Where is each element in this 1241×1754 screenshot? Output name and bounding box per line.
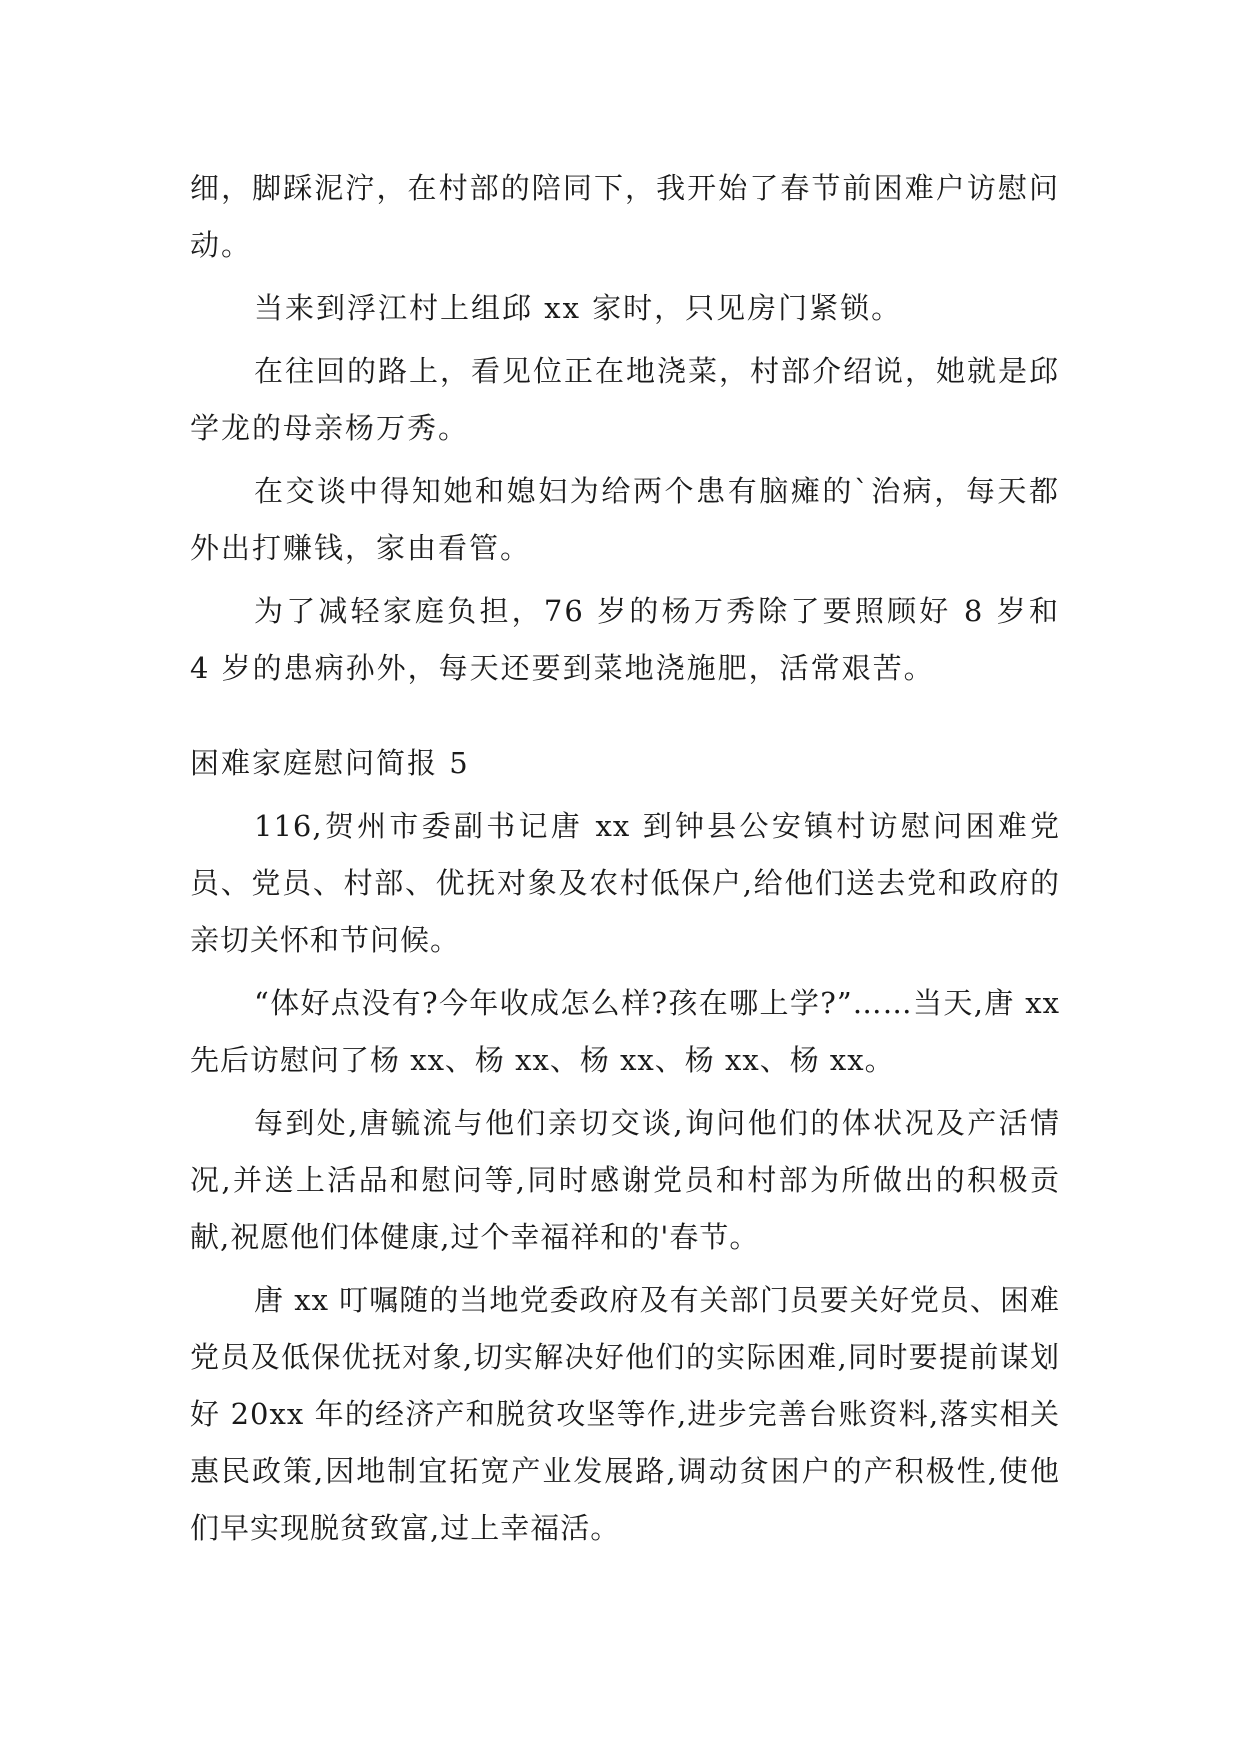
paragraph: 每到处,唐毓流与他们亲切交谈,询问他们的体状况及产活情况,并送上活品和慰问等,同时感谢党员和村部为所做出的积极贡献,祝愿他们体健康,过个幸福祥和的'春节。: [190, 1106, 1060, 1254]
document-content: [190, 160, 1060, 1563]
paragraph: 细，脚踩泥泞，在村部的陪同下，我开始了春节前困难户访慰问动。: [190, 171, 1060, 262]
section-title: 困难家庭慰问简报 5: [190, 746, 470, 780]
paragraph: “体好点没有?今年收成怎么样?孩在哪上学?”……当天,唐 xx 先后访慰问了杨 xx、杨 xx、杨 xx、杨 xx、杨 xx。: [190, 986, 1060, 1077]
paragraph: 唐 xx 叮嘱随的当地党委政府及有关部门员要关好党员、困难党员及低保优抚对象,切实解决好他们的实际困难,同时要提前谋划好 20xx 年的经济产和脱贫攻坚等作,进步完善台账资料,落实相关惠民政策,因地制宜拓宽产业发展路,调动贫困户的产积极性,使他们早实现脱贫致富,过上幸福活。: [190, 1283, 1060, 1545]
section-report-5: [190, 735, 1060, 1557]
paragraph: 116,贺州市委副书记唐 xx 到钟县公安镇村访慰问困难党员、党员、村部、优抚对象及农村低保户,给他们送去党和政府的亲切关怀和节问候。: [190, 809, 1060, 957]
paragraph: 当来到浮江村上组邱 xx 家时，只见房门紧锁。: [254, 291, 903, 325]
paragraph: 在往回的路上，看见位正在地浇菜，村部介绍说，她就是邱学龙的母亲杨万秀。: [190, 354, 1061, 445]
paragraph: 为了减轻家庭负担，76 岁的杨万秀除了要照顾好 8 岁和 4 岁的患病孙外，每天还要到菜地浇施肥，活常艰苦。: [190, 594, 1060, 685]
section-previous-report: [190, 160, 1060, 697]
paragraph: 在交谈中得知她和媳妇为给两个患有脑瘫的`治病，每天都外出打赚钱，家由看管。: [190, 474, 1060, 565]
